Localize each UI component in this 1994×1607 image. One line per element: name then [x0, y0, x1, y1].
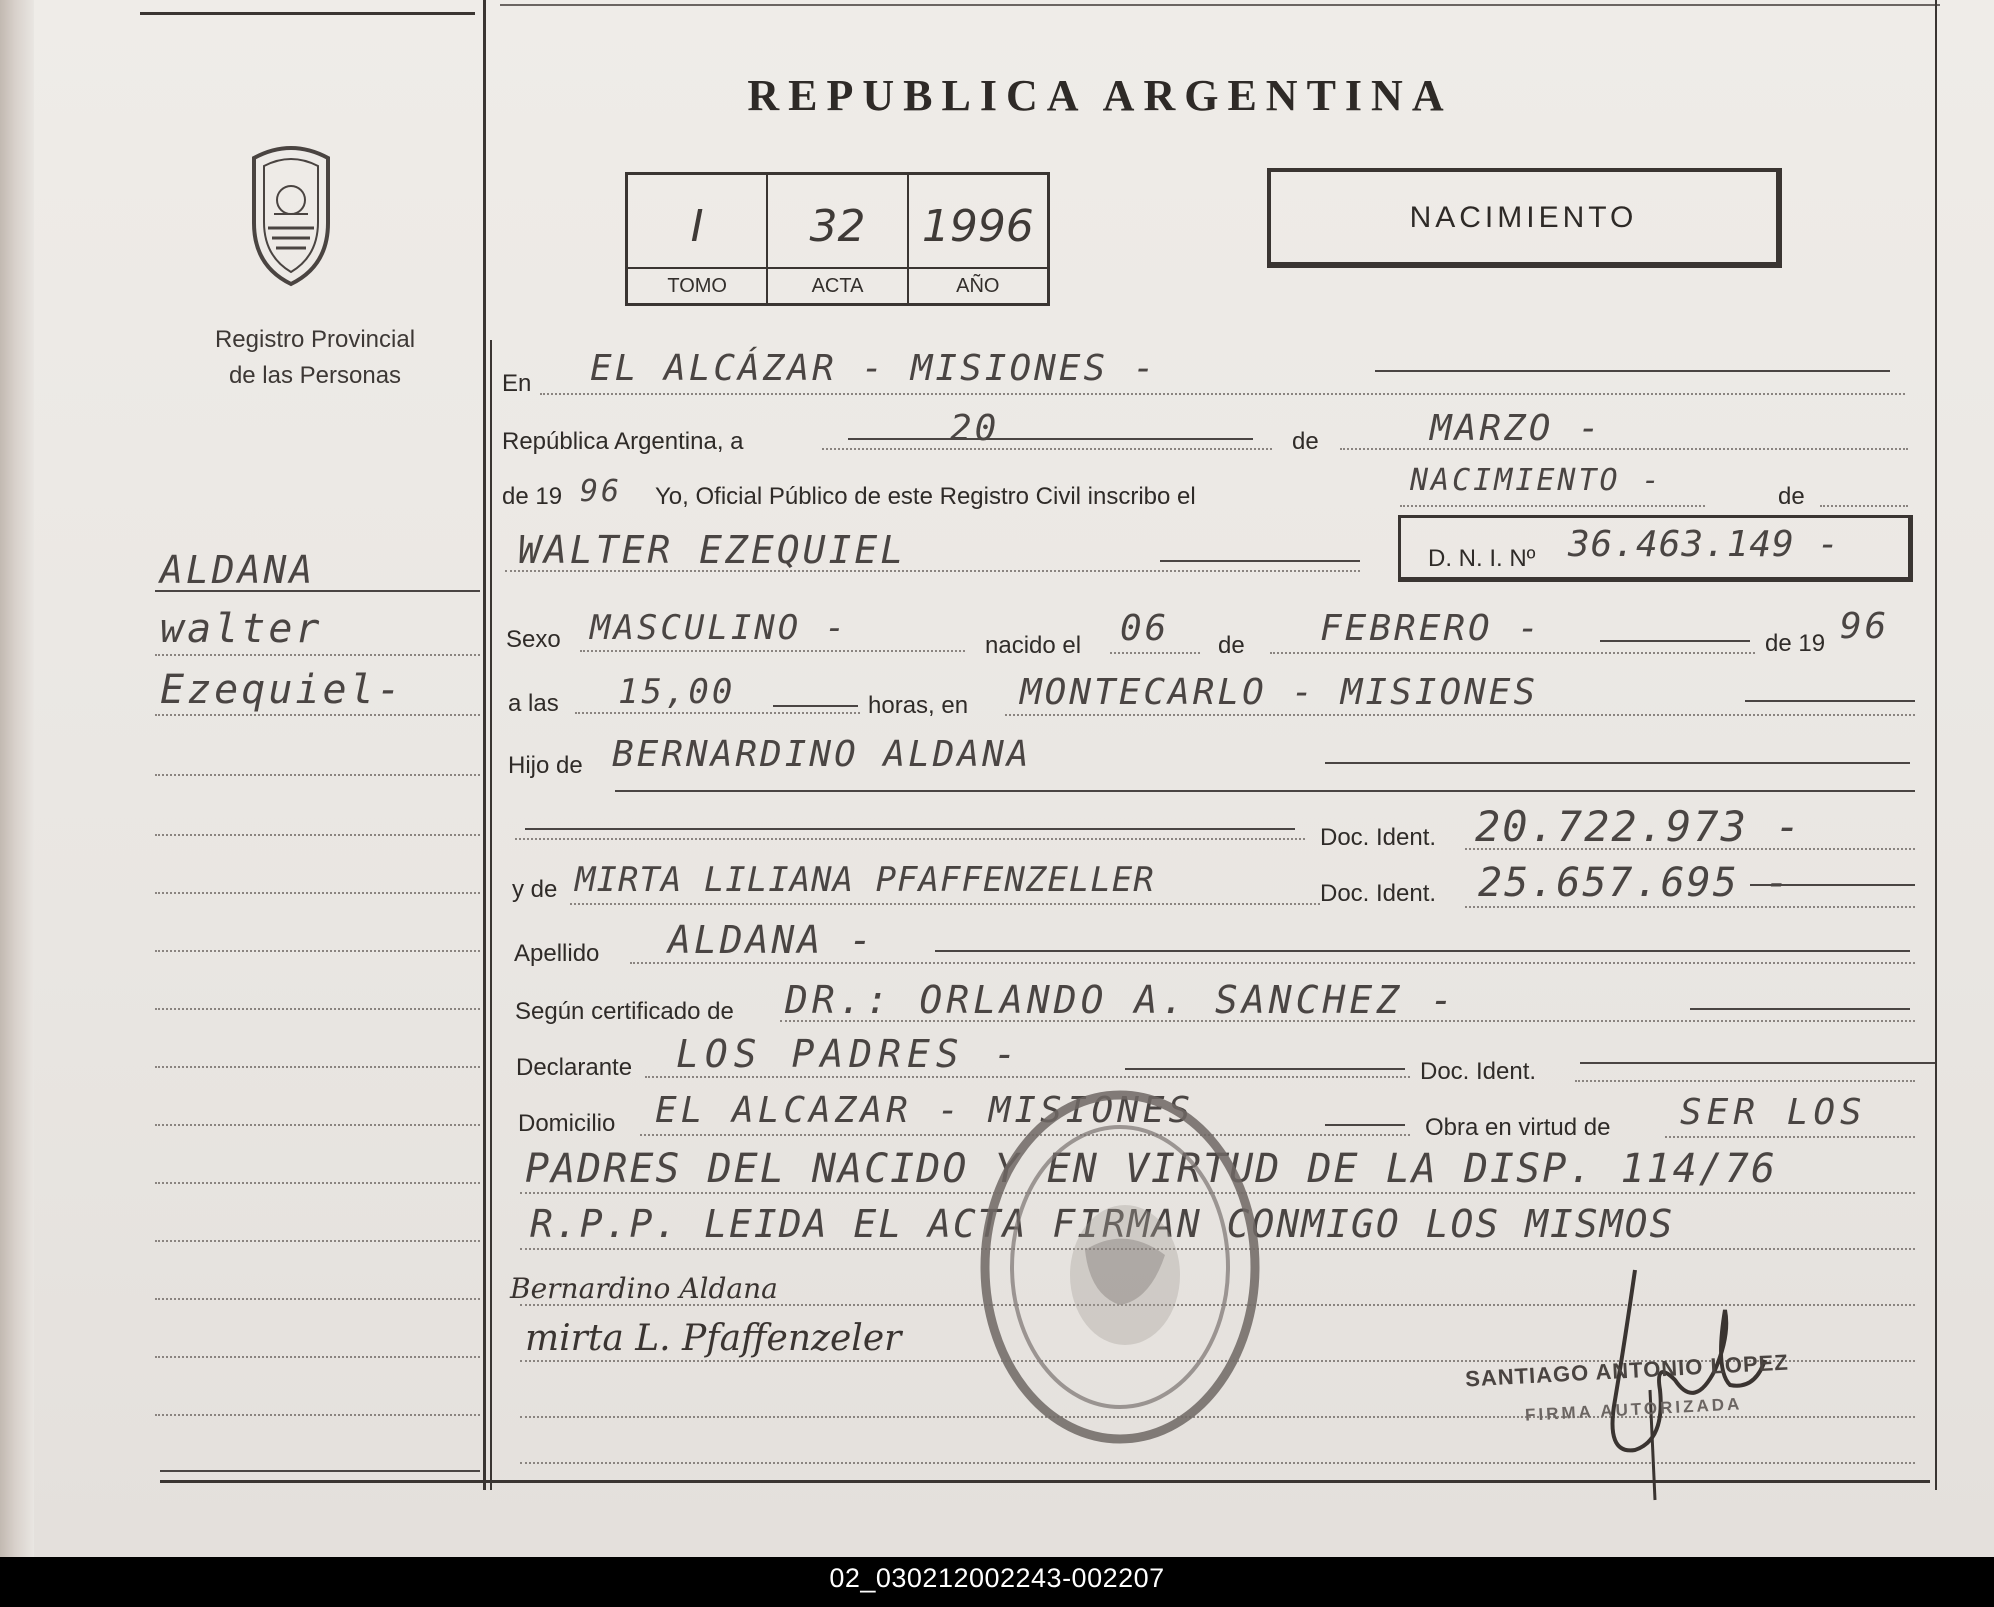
declarante-doc-label: Doc. Ident. [1420, 1058, 1537, 1085]
apellido-dash [935, 950, 1910, 952]
margin-rule-10 [155, 1124, 480, 1126]
official-stamp [975, 1085, 1265, 1450]
certificado-value: DR.: ORLANDO A. SANCHEZ - [785, 978, 1457, 1022]
tomo-value: I [690, 201, 704, 252]
certificado-dash [1690, 1008, 1910, 1010]
declarante-doc-dash [1580, 1062, 1935, 1064]
acta-cell [768, 175, 908, 303]
hour-dash [773, 705, 858, 707]
domicilio-dash [1325, 1124, 1405, 1126]
year-prefix-label: de 19 [502, 483, 563, 510]
official-caption: FIRMA AUTORIZADA [1524, 1394, 1743, 1425]
month-de-label: de [1292, 428, 1319, 455]
anio-label: AÑO [909, 267, 1047, 303]
tomo-cell [628, 175, 768, 303]
en-value: EL ALCÁZAR - MISIONES - [590, 348, 1158, 389]
nacido-label: nacido el [985, 632, 1082, 659]
margin-surname: ALDANA [160, 548, 316, 592]
margin-rule-3 [155, 714, 480, 716]
birth-month-dash [1600, 640, 1750, 642]
declarante-dash [1125, 1068, 1405, 1070]
form-left-border [490, 340, 492, 1490]
margin-rule-2 [155, 654, 480, 656]
day-value: 20 [950, 408, 1000, 449]
document-type-box: NACIMIENTO [1267, 168, 1782, 268]
form-right-border [1935, 0, 1937, 1490]
republica-label: República Argentina, a [502, 428, 744, 455]
mother-doc-label: Doc. Ident. [1320, 880, 1437, 907]
act-line [1400, 505, 1705, 507]
father-dash [1325, 762, 1910, 764]
father-value: BERNARDINO ALDANA [612, 734, 1032, 775]
name-value: WALTER EZEQUIEL [518, 528, 907, 572]
day-dash [848, 438, 1253, 440]
year-value: 96 [580, 474, 623, 509]
note-line-1: PADRES DEL NACIDO Y EN VIRTUD DE LA DISP. 114/76 [525, 1146, 1777, 1192]
margin-rule-6 [155, 892, 480, 894]
margin-rule-1 [155, 590, 480, 592]
horas-label: horas, en [868, 692, 969, 719]
margin-rule-14 [155, 1356, 480, 1358]
father-doc-pre-line [515, 838, 1305, 840]
province-seal-icon [246, 138, 336, 288]
y-de-label: y de [512, 876, 558, 903]
birth-year-value: 96 [1840, 606, 1890, 647]
margin-rule-8 [155, 1008, 480, 1010]
obra-value: SER LOS [1680, 1092, 1867, 1133]
top-rule-right [500, 4, 1940, 6]
hour-value: 15,00 [618, 672, 736, 712]
apellido-line [630, 962, 1915, 964]
dni-value: 36.463.149 - [1568, 524, 1841, 565]
mother-doc-value: 25.657.695 - [1478, 860, 1791, 906]
official-name: SANTIAGO ANTONIO LOPEZ [1464, 1349, 1790, 1392]
anio-cell [909, 175, 1047, 303]
month-value: MARZO - [1430, 408, 1603, 449]
margin-divider [483, 0, 486, 1490]
hour-line [575, 712, 860, 714]
sexo-label: Sexo [506, 626, 561, 653]
birth-year-prefix: de 19 [1765, 630, 1826, 657]
declarante-value: LOS PADRES - [676, 1032, 1023, 1076]
act-de-label: de [1778, 483, 1805, 510]
father-doc-dash [525, 828, 1295, 830]
office-line-1: Registro Provincial [214, 326, 416, 353]
father-line [615, 790, 1915, 792]
a-las-label: a las [508, 690, 559, 717]
mother-doc-dash [1750, 884, 1915, 886]
declarante-doc-line [1575, 1080, 1915, 1082]
mother-doc-line [1465, 906, 1915, 908]
registration-table [625, 172, 1050, 306]
father-signature: Bernardino Aldana [510, 1272, 778, 1305]
birth-month: FEBRERO - [1320, 608, 1543, 649]
inscribo-label: Yo, Oficial Público de este Registro Civil inscribo el [655, 483, 1196, 510]
margin-rule-15 [155, 1414, 480, 1416]
margin-rule-16 [160, 1470, 480, 1472]
top-rule-left [140, 12, 475, 15]
name-line [505, 570, 1360, 572]
office-line-2: de las Personas [228, 362, 402, 389]
sexo-value: MASCULINO - [590, 608, 849, 648]
margin-given-name-1: walter [160, 606, 323, 652]
dni-label: D. N. I. Nº [1428, 545, 1536, 572]
certificado-label: Según certificado de [515, 998, 734, 1025]
birth-day: 06 [1120, 608, 1170, 649]
domicilio-label: Domicilio [518, 1110, 616, 1137]
hijo-label: Hijo de [508, 752, 583, 779]
name-dash [1160, 560, 1360, 562]
mother-line [570, 903, 1320, 905]
month-line [1340, 448, 1908, 450]
image-code: 02_030212002243-002207 [829, 1563, 1165, 1593]
margin-rule-9 [155, 1066, 480, 1068]
father-doc-value: 20.722.973 - [1475, 802, 1803, 851]
anio-value: 1996 [921, 201, 1034, 252]
apellido-label: Apellido [514, 940, 600, 967]
day-line [822, 448, 1272, 450]
office-name [150, 322, 480, 394]
note-line-2: R.P.P. LEIDA EL ACTA FIRMAN CONMIGO LOS MISMOS [530, 1202, 1675, 1246]
place-dash [1745, 700, 1915, 702]
margin-rule-7 [155, 950, 480, 952]
birth-month-line [1270, 652, 1755, 654]
act-de-line [1820, 505, 1908, 507]
book-binding [0, 0, 34, 1557]
tomo-label: TOMO [628, 267, 766, 303]
certificado-line [780, 1020, 1915, 1022]
country-title: REPUBLICA ARGENTINA [747, 71, 1453, 120]
birth-month-de-label: de [1218, 632, 1245, 659]
obra-line [1665, 1136, 1915, 1138]
en-dash [1375, 370, 1890, 372]
apellido-value: ALDANA - [668, 918, 876, 962]
margin-rule-11 [155, 1182, 480, 1184]
margin-rule-4 [155, 774, 480, 776]
mother-value: MIRTA LILIANA PFAFFENZELLER [575, 860, 1155, 900]
place-value: MONTECARLO - MISIONES [1020, 672, 1539, 713]
birth-day-line [1110, 652, 1200, 654]
margin-rule-13 [155, 1298, 480, 1300]
place-line [1005, 714, 1915, 716]
acta-value: 32 [809, 201, 866, 252]
declarante-line [645, 1076, 1410, 1078]
en-label: En [502, 370, 532, 397]
margin-given-name-2: Ezequiel- [160, 667, 404, 713]
margin-rule-5 [155, 834, 480, 836]
en-line [540, 393, 1905, 395]
sexo-line [580, 650, 965, 652]
act-value: NACIMIENTO - [1410, 463, 1663, 498]
father-doc-line [1465, 848, 1915, 850]
father-doc-label: Doc. Ident. [1320, 824, 1437, 851]
margin-rule-12 [155, 1240, 480, 1242]
acta-label: ACTA [768, 267, 906, 303]
declarante-label: Declarante [516, 1054, 633, 1081]
domicilio-value: EL ALCAZAR - MISIONES [655, 1090, 1195, 1131]
mother-signature: mirta L. Pfaffenzeler [525, 1318, 902, 1359]
obra-label: Obra en virtud de [1425, 1114, 1611, 1141]
